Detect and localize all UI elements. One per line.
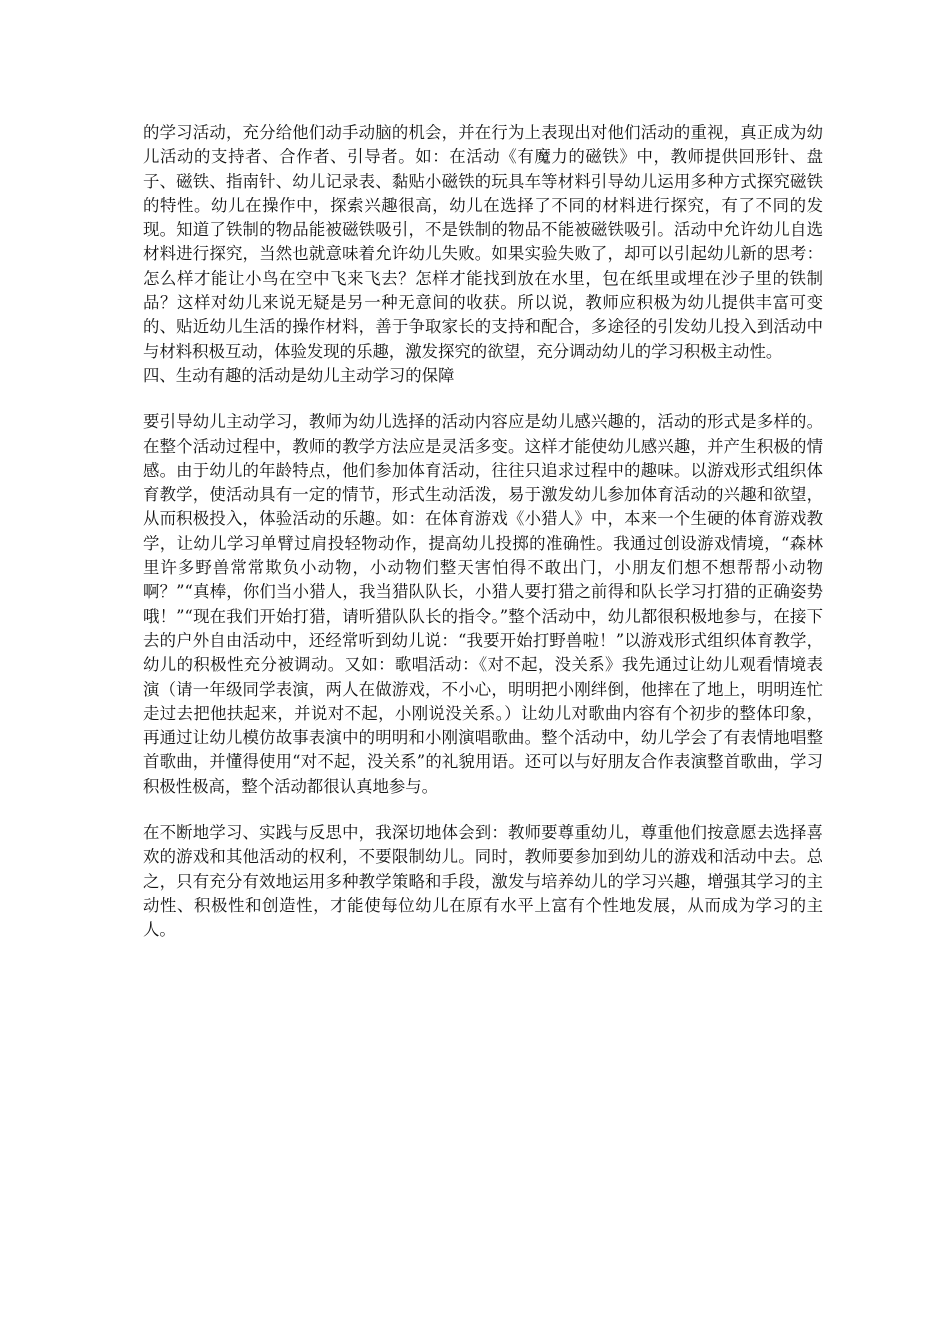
paragraph-1: 的学习活动，充分给他们动手动脑的机会，并在行为上表现出对他们活动的重视，真正成为幼儿活动的支持者、合作者、引导者。如：在活动《有魔力的磁铁》中，教师提供回形针、盘子、磁铁、指南针、幼儿记录表、黏贴小磁铁的玩具车等材料引导幼儿运用多种方式探究磁铁的特性。幼儿在操作中，探索兴趣很高，幼儿在选择了不同的材料进行探究，有了不同的发现。知道了铁制的物品能被磁铁吸引，不是铁制的物品不能被磁铁吸引。活动中允许幼儿自选材料进行探究，当然也就意味着允许幼儿失败。如果实验失败了，却可以引起幼儿新的思考：怎么样才能让小鸟在空中飞来飞去？怎样才能找到放在水里，包在纸里或埋在沙子里的铁制品？这样对幼儿来说无疑是另一种无意间的收获。所以说，教师应积极为幼儿提供丰富可变的、贴近幼儿生活的操作材料，善于争取家长的支持和配合，多途径的引发幼儿投入到活动中与材料积极互动，体验发现的乐趣，激发探究的欲望，充分调动幼儿的学习积极主动性。 [143,123,823,361]
paragraph-2: 要引导幼儿主动学习，教师为幼儿选择的活动内容应是幼儿感兴趣的，活动的形式是多样的。在整个活动过程中，教师的教学方法应是灵活多变。这样才能使幼儿感兴趣，并产生积极的情感。由于幼儿的年龄特点，他们参加体育活动，往往只追求过程中的趣味。以游戏形式组织体育教学，使活动具有一定的情节，形式生动活泼，易于激发幼儿参加体育活动的兴趣和欲望，从而积极投入，体验活动的乐趣。如：在体育游戏《小猎人》中，本来一个生硬的体育游戏教学，让幼儿学习单臂过肩投轻物动作，提高幼儿投掷的准确性。我通过创设游戏情境，“森林里许多野兽常常欺负小动物，小动物们整天害怕得不敢出门，小朋友们想不想帮帮小动物啊？”“真棒，你们当小猎人，我当猎队队长，小猎人要打猎之前得和队长学习打猎的正确姿势哦！”“现在我们开始打猎，请听猎队队长的指令。”整个活动中，幼儿都很积极地参与，在接下去的户外自由活动中，还经常听到幼儿说：“我要开始打野兽啦！”以游戏形式组织体育教学，幼儿的积极性充分被调动。又如：歌唱活动：《对不起，没关系》我先通过让幼儿观看情境表演（请一年级同学表演，两人在做游戏，不小心，明明把小刚绊倒，他摔在了地上，明明连忙走过去把他扶起来，并说对不起，小刚说没关系。）让幼儿对歌曲内容有个初步的整体印象，再通过让幼儿模仿故事表演中的明明和小刚演唱歌曲。整个活动中，幼儿学会了有表情地唱整首歌曲，并懂得使用“对不起，没关系”的礼貌用语。还可以与好朋友合作表演整首歌曲，学习积极性极高，整个活动都很认真地参与。 [143,412,823,796]
paragraph-3: 在不断地学习、实践与反思中，我深切地体会到：教师要尊重幼儿，尊重他们按意愿去选择喜欢的游戏和其他活动的权利，不要限制幼儿。同时，教师要参加到幼儿的游戏和活动中去。总之，只有充分有效地运用多种教学策略和手段，激发与培养幼儿的学习兴趣，增强其学习的主动性、积极性和创造性，才能使每位幼儿在原有水平上富有个性地发展，从而成为学习的主人。 [143,823,823,940]
document-body [143,121,823,943]
section-heading-4: 四、生动有趣的活动是幼儿主动学习的保障 [143,365,455,385]
